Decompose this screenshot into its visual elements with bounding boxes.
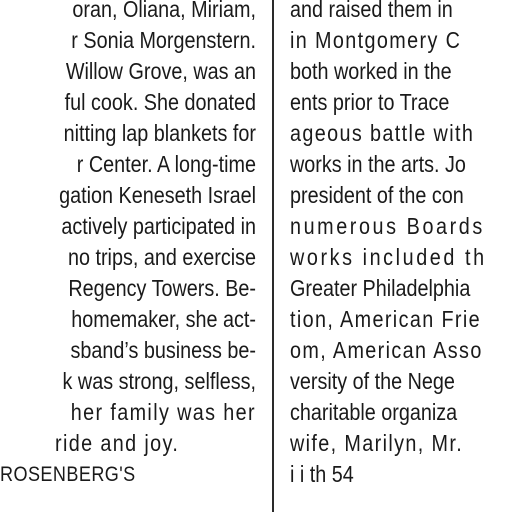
right-line-3: both worked in the [290,58,452,84]
right-line-13: versity of the Nege [290,368,455,394]
right-line-10: Greater Philadelphia [290,275,471,301]
left-line-12: sband’s business be- [70,337,256,363]
right-line-16: i i th 54 [290,461,354,487]
section-heading: ROSENBERG'S [0,463,136,486]
right-line-1: and raised them in [290,0,453,22]
right-text-column [290,0,512,490]
left-line-2: r Sonia Morgenstern. [71,27,256,53]
left-line-6: r Center. A long-time [76,151,256,177]
right-line-7: president of the con [290,182,464,208]
left-line-1: oran, Oliana, Miriam, [72,0,256,22]
left-line-15: ride and joy. [55,430,180,456]
right-line-14: charitable organiza [290,399,458,425]
right-line-15: wife, Marilyn, Mr. [290,430,464,456]
left-line-3: Willow Grove, was an [65,58,256,84]
right-line-4: ents prior to Trace [290,89,450,115]
right-line-8: numerous Boards [290,213,485,239]
left-line-7: gation Keneseth Israel [59,182,256,208]
right-line-12: om, American Asso [290,337,483,363]
left-line-14: her family was her [70,399,256,425]
right-line-9: works included th [290,244,487,270]
right-line-6: works in the arts. Jo [290,151,466,177]
left-line-13: k was strong, selfless, [62,368,256,394]
left-line-5: nitting lap blankets for [63,120,256,146]
right-line-11: tion, American Frie [290,306,482,332]
left-line-9: no trips, and exercise [67,244,256,270]
left-line-10: Regency Towers. Be- [68,275,256,301]
left-line-8: actively participated in [61,213,256,239]
right-line-2: in Montgomery C [290,27,462,53]
right-line-5: ageous battle with [290,120,475,146]
left-text-column [0,0,256,490]
column-rule [272,0,274,512]
left-line-11: homemaker, she act- [71,306,256,332]
left-line-4: ful cook. She donated [64,89,256,115]
